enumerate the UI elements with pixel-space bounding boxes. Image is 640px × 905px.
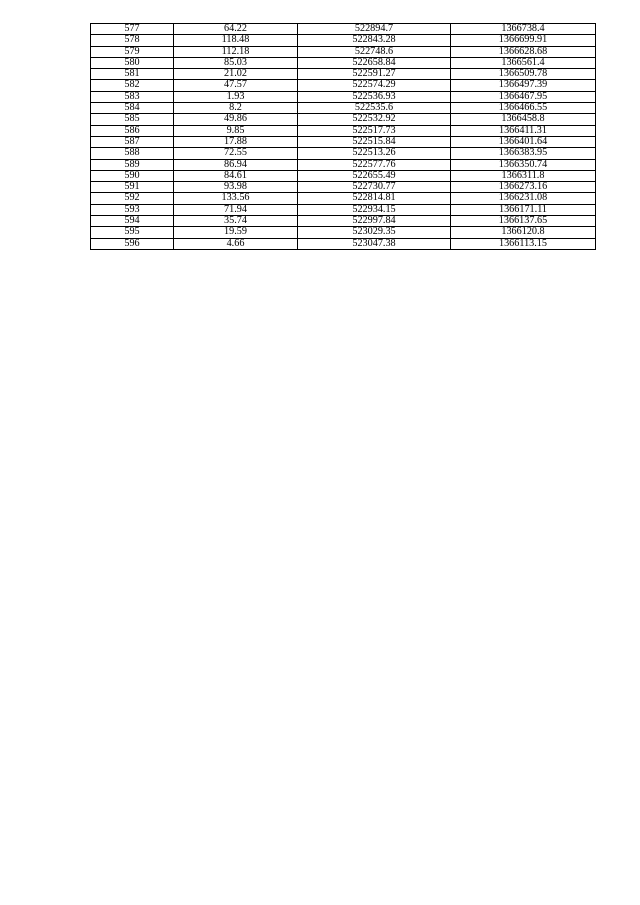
table-row — [91, 182, 596, 193]
easting-cell: 522814.81 — [298, 193, 451, 204]
northing-cell: 1366401.64 — [451, 136, 596, 147]
table-row — [91, 35, 596, 46]
point-number-cell: 580 — [91, 57, 174, 68]
table-row — [91, 238, 596, 249]
point-number-cell: 577 — [91, 24, 174, 35]
easting-cell: 523047.38 — [298, 238, 451, 249]
distance-cell: 71.94 — [174, 204, 298, 215]
northing-cell: 1366458.8 — [451, 114, 596, 125]
easting-cell: 522997.84 — [298, 216, 451, 227]
table-row — [91, 114, 596, 125]
table-row — [91, 24, 596, 35]
point-number-cell: 594 — [91, 216, 174, 227]
distance-cell: 4.66 — [174, 238, 298, 249]
table-row — [91, 170, 596, 181]
point-number-cell: 587 — [91, 136, 174, 147]
distance-cell: 112.18 — [174, 46, 298, 57]
easting-cell: 522843.28 — [298, 35, 451, 46]
northing-cell: 1366273.16 — [451, 182, 596, 193]
easting-cell: 522515.84 — [298, 136, 451, 147]
table-row — [91, 69, 596, 80]
point-number-cell: 585 — [91, 114, 174, 125]
distance-cell: 84.61 — [174, 170, 298, 181]
easting-cell: 522574.29 — [298, 80, 451, 91]
distance-cell: 64.22 — [174, 24, 298, 35]
distance-cell: 19.59 — [174, 227, 298, 238]
northing-cell: 1366113.15 — [451, 238, 596, 249]
easting-cell: 522536.93 — [298, 91, 451, 102]
northing-cell: 1366466.55 — [451, 103, 596, 114]
northing-cell: 1366628.68 — [451, 46, 596, 57]
distance-cell: 8.2 — [174, 103, 298, 114]
easting-cell: 522577.76 — [298, 159, 451, 170]
point-number-cell: 588 — [91, 148, 174, 159]
point-number-cell: 578 — [91, 35, 174, 46]
northing-cell: 1366561.4 — [451, 57, 596, 68]
table-row — [91, 80, 596, 91]
point-number-cell: 579 — [91, 46, 174, 57]
table-row — [91, 216, 596, 227]
point-number-cell: 586 — [91, 125, 174, 136]
table-row — [91, 57, 596, 68]
easting-cell: 522517.73 — [298, 125, 451, 136]
northing-cell: 1366738.4 — [451, 24, 596, 35]
northing-cell: 1366509.78 — [451, 69, 596, 80]
coordinates-table — [90, 23, 596, 250]
easting-cell: 522655.49 — [298, 170, 451, 181]
distance-cell: 133.56 — [174, 193, 298, 204]
distance-cell: 85.03 — [174, 57, 298, 68]
easting-cell: 522513.26 — [298, 148, 451, 159]
northing-cell: 1366497.39 — [451, 80, 596, 91]
northing-cell: 1366137.65 — [451, 216, 596, 227]
table-row — [91, 125, 596, 136]
distance-cell: 17.88 — [174, 136, 298, 147]
point-number-cell: 591 — [91, 182, 174, 193]
point-number-cell: 589 — [91, 159, 174, 170]
table-body — [91, 24, 596, 250]
table-row — [91, 91, 596, 102]
point-number-cell: 593 — [91, 204, 174, 215]
distance-cell: 93.98 — [174, 182, 298, 193]
distance-cell: 1.93 — [174, 91, 298, 102]
table-row — [91, 193, 596, 204]
easting-cell: 522730.77 — [298, 182, 451, 193]
northing-cell: 1366350.74 — [451, 159, 596, 170]
table-row — [91, 227, 596, 238]
point-number-cell: 595 — [91, 227, 174, 238]
easting-cell: 522658.84 — [298, 57, 451, 68]
easting-cell: 522748.6 — [298, 46, 451, 57]
distance-cell: 72.55 — [174, 148, 298, 159]
table-row — [91, 103, 596, 114]
distance-cell: 47.57 — [174, 80, 298, 91]
distance-cell: 9.85 — [174, 125, 298, 136]
northing-cell: 1366171.11 — [451, 204, 596, 215]
point-number-cell: 583 — [91, 91, 174, 102]
table-row — [91, 159, 596, 170]
easting-cell: 522532.92 — [298, 114, 451, 125]
easting-cell: 522535.6 — [298, 103, 451, 114]
northing-cell: 1366467.95 — [451, 91, 596, 102]
northing-cell: 1366383.95 — [451, 148, 596, 159]
point-number-cell: 596 — [91, 238, 174, 249]
point-number-cell: 581 — [91, 69, 174, 80]
northing-cell: 1366699.91 — [451, 35, 596, 46]
easting-cell: 522894.7 — [298, 24, 451, 35]
table-row — [91, 148, 596, 159]
point-number-cell: 582 — [91, 80, 174, 91]
northing-cell: 1366120.8 — [451, 227, 596, 238]
distance-cell: 118.48 — [174, 35, 298, 46]
northing-cell: 1366311.8 — [451, 170, 596, 181]
table-row — [91, 136, 596, 147]
northing-cell: 1366231.08 — [451, 193, 596, 204]
table-row — [91, 204, 596, 215]
easting-cell: 522934.15 — [298, 204, 451, 215]
distance-cell: 49.86 — [174, 114, 298, 125]
point-number-cell: 584 — [91, 103, 174, 114]
table-row — [91, 46, 596, 57]
point-number-cell: 592 — [91, 193, 174, 204]
northing-cell: 1366411.31 — [451, 125, 596, 136]
distance-cell: 21.02 — [174, 69, 298, 80]
distance-cell: 35.74 — [174, 216, 298, 227]
easting-cell: 523029.35 — [298, 227, 451, 238]
point-number-cell: 590 — [91, 170, 174, 181]
distance-cell: 86.94 — [174, 159, 298, 170]
easting-cell: 522591.27 — [298, 69, 451, 80]
